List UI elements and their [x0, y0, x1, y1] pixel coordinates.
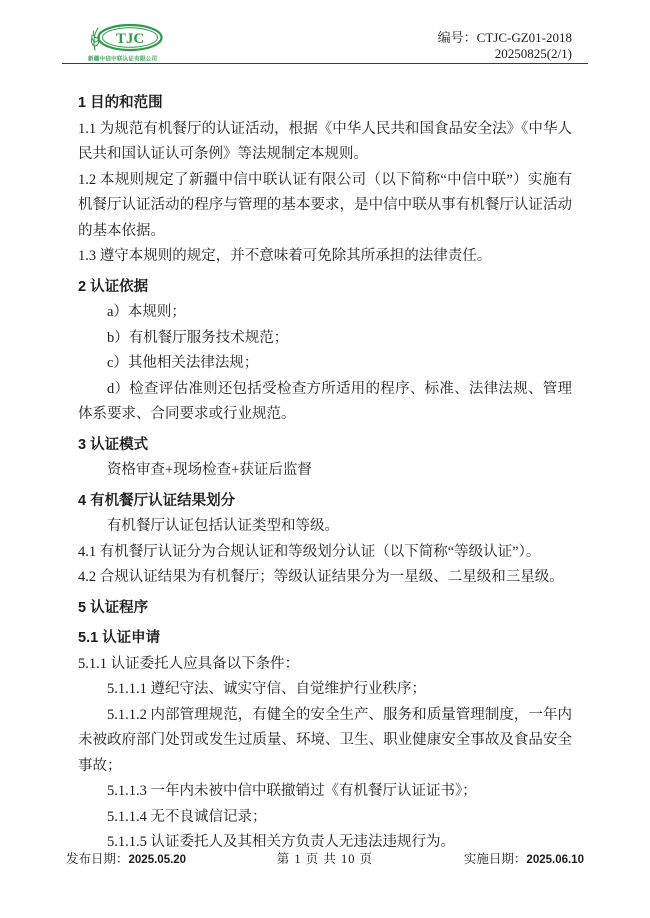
- release-date-value: 2025.05.20: [128, 854, 187, 866]
- paragraph-5-1-1-3: 5.1.1.3 一年内未被中信中联撤销过《有机餐厅认证证书》；: [107, 783, 477, 799]
- doc-revision: 20250825(2/1): [494, 46, 572, 61]
- logo-company-name: 新疆中信中联认证有限公司: [88, 56, 158, 63]
- release-date-label: 发布日期：: [66, 852, 129, 866]
- page-footer: [66, 849, 584, 867]
- doc-number-label: 编号：: [437, 30, 477, 45]
- page-header: [0, 0, 650, 66]
- release-date: [66, 849, 186, 867]
- section-heading-2: 2 认证依据: [78, 278, 149, 295]
- header-divider: [62, 63, 588, 64]
- paragraph-5-1-1-2: 5.1.1.2 内部管理规范，有健全的安全生产、服务和质量管理制度，一年内未被政府部门处罚或发生过质量、环境、卫生、职业健康安全事故及食品安全事故；: [78, 706, 572, 774]
- doc-meta: [438, 30, 572, 62]
- paragraph-5-1-1-5: 5.1.1.5 认证委托人及其相关方负责人无违法违规行为。: [107, 834, 455, 850]
- list-item-b: b）有机餐厅服务技术规范；: [107, 329, 289, 346]
- paragraph-5-1-1-1: 5.1.1.1 遵纪守法、诚实守信、自觉维护行业秩序；: [107, 681, 426, 697]
- doc-number-value: CTJC-GZ01-2018: [476, 30, 572, 45]
- list-item-a: a）本规则；: [107, 304, 186, 320]
- paragraph-4-2: 4.2 合规认证结果为有机餐厅；等级认证结果分为一星级、二星级和三星级。: [78, 569, 564, 585]
- paragraph-1-2: 1.2 本规则规定了新疆中信中联认证有限公司（以下简称“中信中联”）实施有机餐厅认证活动的程序与管理的基本要求，是中信中联从事有机餐厅认证活动的基本依据。: [78, 171, 572, 239]
- paragraph-5-1-1-4: 5.1.1.4 无不良诚信记录；: [107, 808, 267, 825]
- page-number: 第 1 页 共 10 页: [276, 852, 374, 866]
- section-heading-1: 1 目的和范围: [78, 95, 163, 111]
- paragraph-1-3: 1.3 遵守本规则的规定，并不意味着可免除其所承担的法律责任。: [78, 248, 492, 264]
- doc-number-row: [438, 30, 572, 46]
- paragraph-5-1-1: 5.1.1 认证委托人应具备以下条件：: [78, 655, 300, 672]
- logo-letters: TJC: [115, 31, 145, 47]
- list-item-c: c）其他相关法律法规；: [107, 355, 259, 371]
- paragraph-4-intro: 有机餐厅认证包括认证类型和等级。: [107, 518, 339, 534]
- section-heading-5: 5 认证程序: [78, 599, 149, 616]
- document-body: [78, 86, 572, 856]
- ctjc-logo-icon: [88, 24, 164, 53]
- paragraph-4-1: 4.1 有机餐厅认证分为合规认证和等级划分认证（以下简称“等级认证”）。: [78, 543, 541, 560]
- implement-date-value: 2025.06.10: [526, 854, 584, 866]
- section-heading-5-1: 5.1 认证申请: [78, 630, 161, 646]
- section-heading-4: 4 有机餐厅认证结果划分: [78, 492, 236, 509]
- certification-mode: 资格审查+现场检查+获证后监督: [107, 462, 312, 478]
- section-heading-3: 3 认证模式: [78, 436, 149, 453]
- implement-date: [464, 849, 584, 867]
- implement-date-label: 实施日期：: [463, 852, 527, 866]
- list-item-d: d）检查评估准则还包括受检查方所适用的程序、标准、法律法规、管理体系要求、合同要求或行业规范。: [78, 380, 572, 422]
- paragraph-1-1: 1.1 为规范有机餐厅的认证活动，根据《中华人民共和国食品安全法》《中华人民共和国认证认可条例》等法规制定本规则。: [78, 120, 572, 162]
